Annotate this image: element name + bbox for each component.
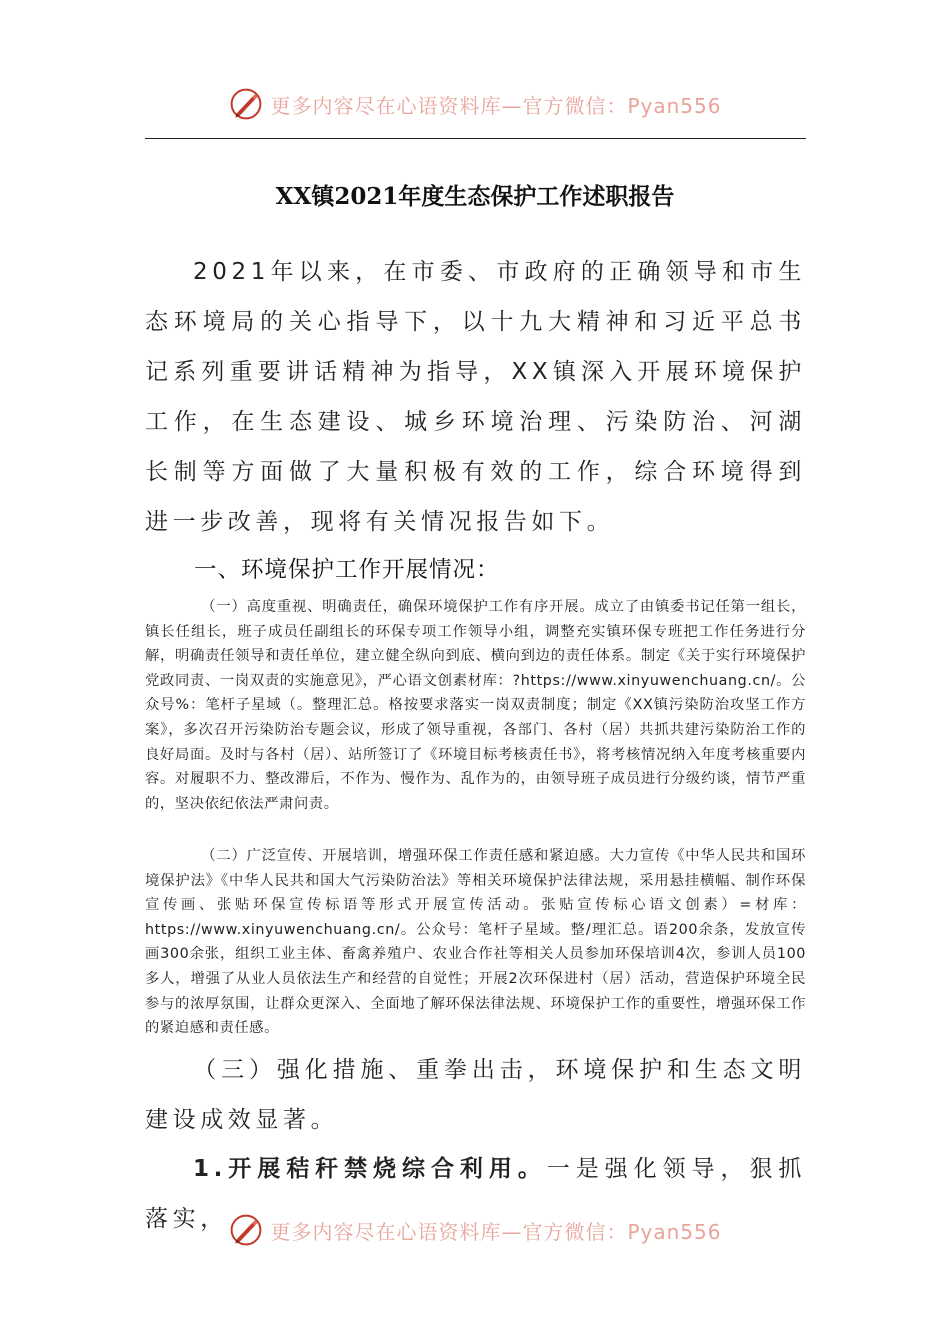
intro-paragraph: 2021年以来，在市委、市政府的正确领导和市生态环境局的关心指导下，以十九大精神和习近平总书记系列重要讲话精神为指导，XX镇深入开展环境保护工作，在生态建设、城乡环境治理、污染防治、河湖长制等方面做了大量积极有效的工作，综合环境得到进一步改善，现将有关情况报告如下。 [145,259,806,535]
pen-logo-icon [228,86,264,122]
pen-logo-icon [228,1212,264,1248]
paragraph-4-lead: 1.开展秸秆禁烧综合利用。 [193,1156,547,1182]
paragraph-4: 1.开展秸秆禁烧综合利用。一是强化领导，狠抓落实， [145,1156,806,1232]
bottom-banner [0,1208,950,1252]
paragraph-1: （一）高度重视、明确责任，确保环境保护工作有序开展。成立了由镇委书记任第一组长，镇长任组长，班子成员任副组长的环保专项工作领导小组，调整充实镇环保专班把工作任务进行分解，明确责任领导和责任单位，建立健全纵向到底、横向到边的责任体系。制定《关于实行环境保护党政同责、一岗双责的实施意见》，严心语文创素材库：?https://www.xinyuwenchuang.cn/。公众号%：笔杆子星域（。整理汇总。格按要求落实一岗双责制度；制定《XX镇污染防治攻坚工作方案》，多次召开污染防治专题会议，形成了领导重视，各部门、各村（居）共抓共建污染防治工作的良好局面。及时与各村（居）、站所签订了《环境目标考核责任书》，将考核情况纳入年度考核重要内容。对履职不力、整改滞后，不作为、慢作为、乱作为的，由领导班子成员进行分级约谈，情节严重的，坚决依纪依法严肃问责。 [145,599,806,812]
document-title: XX镇2021年度生态保护工作述职报告 [275,183,675,210]
banner-text: 更多内容尽在心语资料库—官方微信：Pyan556 [270,93,722,118]
top-banner [0,82,950,126]
header-divider [145,138,806,139]
paragraph-3: （三）强化措施、重拳出击，环境保护和生态文明建设成效显著。 [145,1057,806,1133]
section-heading-1: 一、环境保护工作开展情况： [194,557,500,583]
paragraph-2: （二）广泛宣传、开展培训，增强环保工作责任感和紧迫感。大力宣传《中华人民共和国环境保护法》《中华人民共和国大气污染防治法》等相关环境保护法律法规，采用悬挂横幅、制作环保宣传画、张贴环保宣传标语等形式开展宣传活动。张贴宣传标心语文创素）=材库：https://www.xinyuwenchuang.cn/。公众号：笔杆子星域。整/理汇总。语200余条，发放宣传画300余张，组织工业主体、畜禽养殖户、农业合作社等相关人员参加环保培训4次，参训人员100多人，增强了从业人员依法生产和经营的自觉性；开展2次环保进村（居）活动，营造保护环境全民参与的浓厚氛围，让群众更深入、全面地了解环保法律法规、环境保护工作的重要性，增强环保工作的紧迫感和责任感。 [145,848,806,1037]
banner-text: 更多内容尽在心语资料库—官方微信：Pyan556 [270,1219,722,1244]
